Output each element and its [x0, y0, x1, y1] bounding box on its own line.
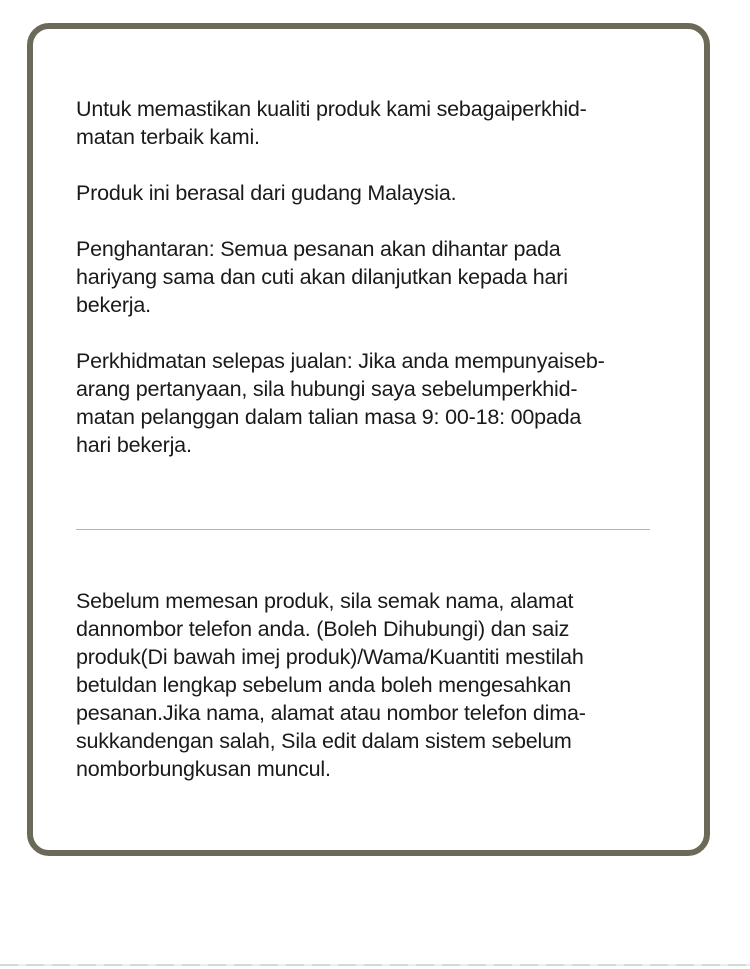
- section-divider: [76, 529, 650, 530]
- bottom-edge-strip: [0, 964, 750, 966]
- delivery-paragraph: Penghantaran: Semua pesanan akan dihantar pada hariyang sama dan cuti akan dilanjutkan kepada hari bekerja.: [76, 237, 568, 317]
- notice-card: [27, 23, 710, 856]
- after-sales-paragraph: Perkhidmatan selepas jualan: Jika anda mempunyaiseb- arang pertanyaan, sila hubungi saya sebelumperkhid- matan pelanggan dalam talian masa 9: 00-18: 00pada hari bekerja.: [76, 349, 605, 457]
- notice-bottom-section: [76, 587, 676, 783]
- notice-top-section: [76, 95, 676, 459]
- order-check-paragraph: Sebelum memesan produk, sila semak nama, alamat dannombor telefon anda. (Boleh Dihubungi) dan saiz produk(Di bawah imej produk)/Wama/Kuantiti mestilah betuldan lengkap sebelum anda boleh mengesahkan pesanan.Jika nama, alamat atau nombor telefon dima- sukkandengan salah, Sila edit dalam sistem sebelum nomborbungkusan muncul.: [76, 589, 586, 781]
- origin-paragraph: Produk ini berasal dari gudang Malaysia.: [76, 181, 457, 205]
- quality-paragraph: Untuk memastikan kualiti produk kami sebagaiperkhid- matan terbaik kami.: [76, 97, 587, 149]
